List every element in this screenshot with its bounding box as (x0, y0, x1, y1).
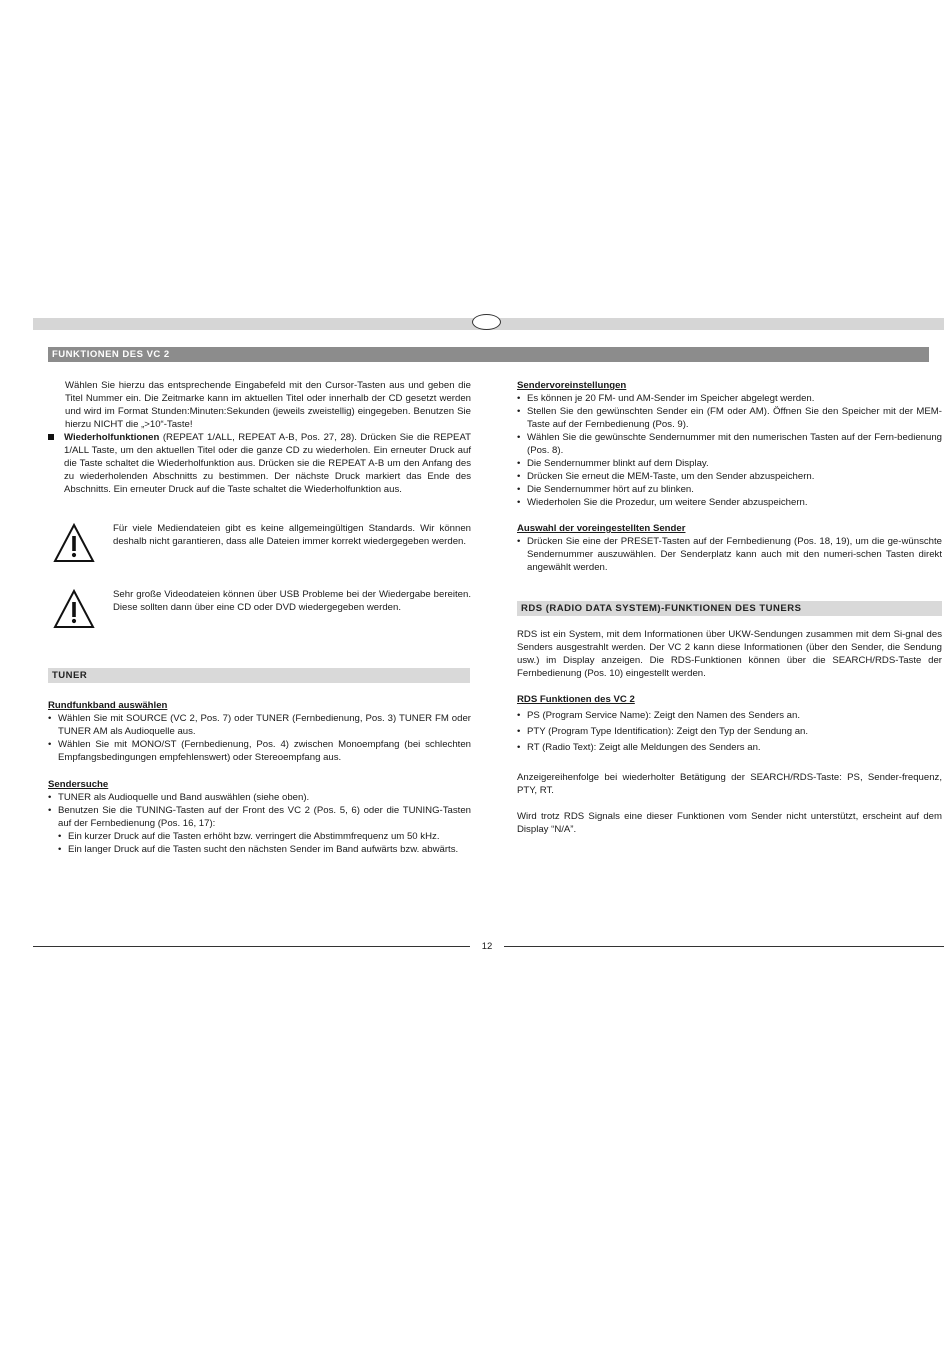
list-item: • Drücken Sie erneut die MEM-Taste, um den Sender abzuspeichern. (517, 470, 942, 483)
rds-na-text: Wird trotz RDS Signals eine dieser Funktionen vom Sender nicht unterstützt, erscheint auf dem Display “N/A”. (517, 811, 942, 835)
warning-note-1 (53, 522, 471, 566)
search-subtitle: Sendersuche (48, 779, 109, 790)
section-header-functions: FUNKTIONEN DES VC 2 (48, 347, 929, 362)
rds-intro: RDS ist ein System, mit dem Informationen über UKW-Sendungen zusammen mit dem Si-gnal des Senders ausgestrahlt werden. Der VC 2 kann diese Informationen (über den Sender, die Sendung usw.) im Display anzeigen. Die RDS-Funktionen können über die SEARCH/RDS-Taste der Fernbedienung (Pos. 10) eingestellt werden. (517, 629, 942, 679)
list-item: • Die Sendernummer hört auf zu blinken. (517, 483, 942, 496)
page-number: 12 (481, 941, 493, 952)
warning-note-2 (53, 588, 471, 632)
list-item: • Ein langer Druck auf die Tasten sucht den nächsten Sender im Band aufwärts bzw. abwärts. (58, 843, 471, 856)
section-header-tuner: TUNER (48, 668, 470, 683)
tuner-band-block (48, 699, 471, 764)
warning-triangle-icon (53, 588, 95, 630)
list-item: • Es können je 20 FM- und AM-Sender im Speicher abgelegt werden. (517, 392, 942, 405)
rds-order-text: Anzeigereihenfolge bei wiederholter Betätigung der SEARCH/RDS-Taste: PS, Sender-frequenz, PTY, RT. (517, 772, 942, 796)
rds-block (517, 628, 942, 836)
list-item: • Wählen Sie die gewünschte Sendernummer mit den numerischen Tasten auf der Fern-bedienung (Pos. 8). (517, 431, 942, 457)
preset-block (517, 379, 942, 509)
section-header-rds: RDS (RADIO DATA SYSTEM)-FUNKTIONEN DES TUNERS (517, 601, 942, 616)
select-list (517, 535, 942, 574)
warning-text-2: Sehr große Videodateien können über USB Probleme bei der Wiedergabe bereiten. Diese sollten dann über eine CD oder DVD wiedergegeben werden. (113, 589, 471, 613)
band-list (48, 712, 471, 764)
list-item: • RT (Radio Text): Zeigt alle Meldungen des Senders an. (517, 741, 942, 754)
list-item: • Wiederholen Sie die Prozedur, um weitere Sender abzuspeichern. (517, 496, 942, 509)
list-item: • Stellen Sie den gewünschten Sender ein (FM oder AM). Öffnen Sie den Speicher mit der MEM-Taste auf der Fernbedienung (Pos. 9). (517, 405, 942, 431)
repeat-paragraph (48, 431, 471, 496)
list-item: • Benutzen Sie die TUNING-Tasten auf der Front des VC 2 (Pos. 5, 6) oder die TUNING-Tasten auf der Fernbedienung (Pos. 16, 17): (48, 804, 471, 830)
list-item: • PTY (Program Type Identification): Zeigt den Typ der Sendung an. (517, 725, 942, 738)
repeat-text: (REPEAT 1/ALL, REPEAT A-B, Pos. 27, 28). Drücken Sie die REPEAT 1/ALL Taste, um den aktuellen Titel oder die ganze CD zu wiederholen. Ein erneuter Druck auf die Taste schaltet die Wiederholfunktion aus. Drücken sie die REPEAT A-B um den Anfang des zu wiederholenden Abschnitts zu bestimmen. Der nächste Druck markiert das Ende des Abschnitts. Ein erneuter Druck auf die Taste schaltet die Wiederholfunktion aus. (64, 432, 471, 495)
intro-paragraph: Wählen Sie hierzu das entsprechende Eingabefeld mit den Cursor-Tasten aus und geben die Titel Nummer ein. Die Zeitmarke kann im aktuellen Titel oder innerhalb der CD gesetzt werden und wird im Format Stunden:Minuten:Sekunden (jeweils zweistellig) eingegeben. Benutzen Sie hierzu NICHT die „>10“-Taste! (65, 380, 471, 430)
language-oval-marker (472, 314, 501, 330)
list-item: • Wählen Sie mit MONO/ST (Fernbedienung, Pos. 4) zwischen Monoempfang (bei schlechten Empfangsbedingungen empfehlenswert) oder Stereoempfang aus. (48, 738, 471, 764)
select-block (517, 522, 942, 574)
left-column (48, 379, 471, 496)
warning-triangle-icon (53, 522, 95, 564)
band-subtitle: Rundfunkband auswählen (48, 700, 168, 711)
preset-list (517, 392, 942, 509)
list-item: • Ein kurzer Druck auf die Tasten erhöht bzw. verringert die Abstimmfrequenz um 50 kHz. (58, 830, 471, 843)
footer-line-right (504, 946, 944, 947)
search-list (48, 791, 471, 830)
repeat-bold: Wiederholfunktionen (64, 432, 160, 443)
warning-text-1: Für viele Mediendateien gibt es keine allgemeingültigen Standards. Wir können deshalb nicht garantieren, dass alle Dateien immer korrekt wiedergegeben werden. (113, 523, 471, 547)
list-item: • Drücken Sie eine der PRESET-Tasten auf der Fernbedienung (Pos. 18, 19), um die ge-wünschte Sendernummer auszuwählen. Der Senderplatz kann auch mit den numeri-schen Tasten direkt angewählt werden. (517, 535, 942, 574)
list-item: • Wählen Sie mit SOURCE (VC 2, Pos. 7) oder TUNER (Fernbedienung, Pos. 3) TUNER FM oder TUNER AM als Audioquelle aus. (48, 712, 471, 738)
search-sub-list (48, 830, 471, 856)
tuner-search-block (48, 778, 471, 856)
list-item: • TUNER als Audioquelle und Band auswählen (siehe oben). (48, 791, 471, 804)
footer-line-left (33, 946, 470, 947)
list-item: • PS (Program Service Name): Zeigt den Namen des Senders an. (517, 709, 942, 722)
preset-subtitle: Sendervoreinstellungen (517, 380, 627, 391)
select-subtitle: Auswahl der voreingestellten Sender (517, 523, 686, 534)
list-item: • Die Sendernummer blinkt auf dem Display. (517, 457, 942, 470)
square-bullet-icon (48, 434, 54, 440)
rds-functions-subtitle: RDS Funktionen des VC 2 (517, 694, 635, 705)
rds-list (517, 709, 942, 754)
